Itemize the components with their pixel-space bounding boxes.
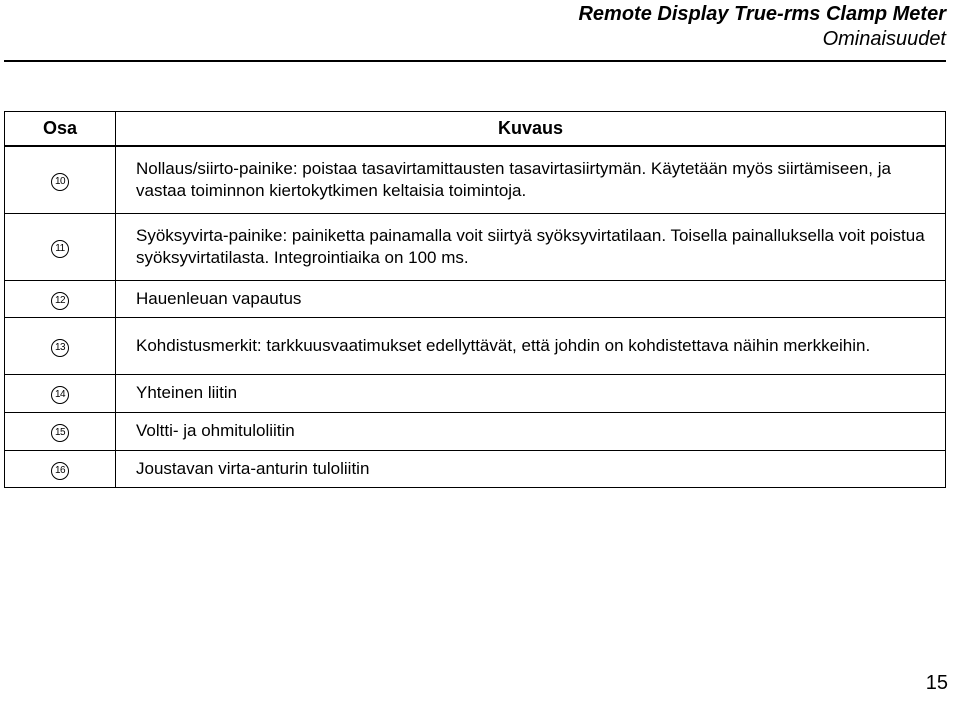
description-cell: Nollaus/siirto-painike: poistaa tasavirtamittausten tasavirtasiirtymän. Käytetään myös siirtämiseen, ja vastaa toiminnon kiertokytkimen keltaisia toimintoja. — [116, 146, 946, 213]
description-cell: Hauenleuan vapautus — [116, 280, 946, 317]
header-rule — [4, 60, 946, 62]
part-number-cell — [5, 374, 116, 412]
circled-number: 11 — [51, 240, 69, 258]
description-cell: Yhteinen liitin — [116, 374, 946, 412]
table-row — [5, 280, 946, 317]
table-row — [5, 146, 946, 213]
circled-number: 16 — [51, 462, 69, 480]
column-header-kuvaus: Kuvaus — [116, 112, 946, 147]
table-row — [5, 450, 946, 487]
page-header — [578, 2, 946, 51]
section-title: Ominaisuudet — [822, 28, 946, 50]
description-cell: Voltti- ja ohmituloliitin — [116, 412, 946, 450]
description-cell: Syöksyvirta-painike: painiketta painamalla voit siirtyä syöksyvirtatilaan. Toisella painalluksella voit poistua syöksyvirtatilasta. Integrointiaika on 100 ms. — [116, 213, 946, 280]
circled-number: 14 — [51, 386, 69, 404]
table-row — [5, 374, 946, 412]
circled-number: 10 — [51, 173, 69, 191]
features-table — [4, 111, 946, 488]
circled-number: 13 — [51, 339, 69, 357]
circled-number: 12 — [51, 292, 69, 310]
table-row — [5, 213, 946, 280]
part-number-cell — [5, 280, 116, 317]
part-number-cell — [5, 213, 116, 280]
table-header-row — [5, 112, 946, 147]
description-cell: Joustavan virta-anturin tuloliitin — [116, 450, 946, 487]
part-number-cell — [5, 450, 116, 487]
part-number-cell — [5, 412, 116, 450]
page-number: 15 — [925, 672, 948, 694]
table-row — [5, 317, 946, 374]
column-header-osa: Osa — [5, 112, 116, 147]
document-title: Remote Display True-rms Clamp Meter — [578, 3, 946, 25]
circled-number: 15 — [51, 424, 69, 442]
part-number-cell — [5, 146, 116, 213]
description-cell: Kohdistusmerkit: tarkkuusvaatimukset edellyttävät, että johdin on kohdistettava näihin merkkeihin. — [116, 317, 946, 374]
table-row — [5, 412, 946, 450]
part-number-cell — [5, 317, 116, 374]
